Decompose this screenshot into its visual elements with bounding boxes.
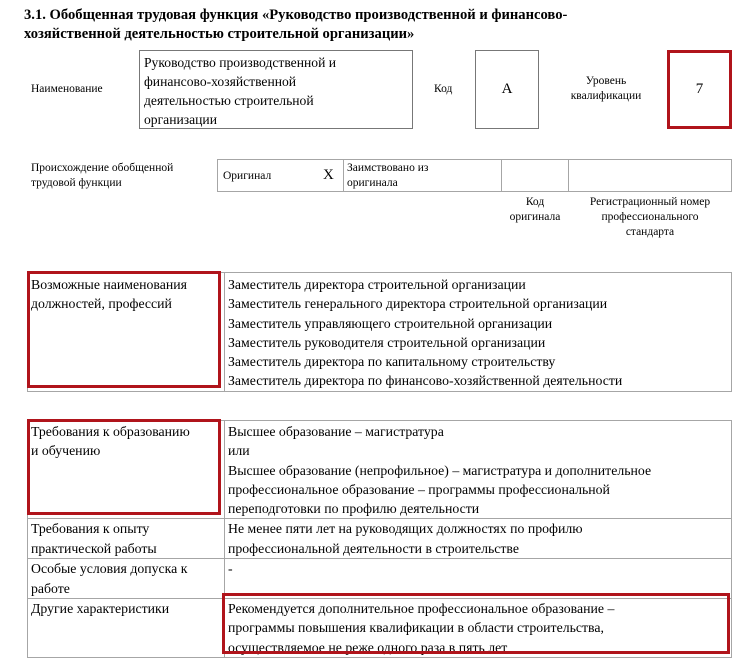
other-label-cell — [28, 599, 225, 658]
original-label: Оригинал — [223, 170, 272, 182]
origin-label-line: Происхождение обобщенной — [31, 162, 174, 174]
special-conditions-label-cell — [28, 559, 225, 599]
education-value-line: или — [228, 443, 250, 459]
positions-label-line: должностей, профессий — [31, 296, 172, 312]
reg-caption — [570, 195, 730, 240]
education-value-cell — [225, 421, 732, 519]
origin-label — [31, 161, 211, 191]
section-title-line1: 3.1. Обобщенная трудовая функция «Руководство производственной и финансово- — [24, 7, 568, 23]
reg-caption-line: стандарта — [625, 226, 675, 238]
code-value-box — [475, 50, 539, 129]
requirements-row — [28, 519, 732, 559]
code-caption-line: оригинала — [509, 211, 561, 223]
function-name-box — [139, 50, 413, 129]
education-value-line: Высшее образование – магистратура — [228, 424, 444, 439]
position-item: Заместитель директора по капитальному строительству — [228, 354, 556, 370]
education-label-line: и обучению — [31, 443, 101, 459]
positions-highlight-frame — [27, 271, 221, 388]
position-item: Заместитель управляющего строительной организации — [228, 315, 553, 331]
name-label: Наименование — [31, 83, 103, 95]
education-highlight-frame — [27, 419, 221, 515]
reg-caption-line: Регистрационный номер — [589, 196, 711, 208]
function-name-line: деятельностью строительной — [144, 93, 314, 108]
experience-value-line: профессиональной деятельности в строительстве — [228, 540, 519, 556]
function-name-line: финансово-хозяйственной — [144, 74, 297, 89]
level-highlight-frame — [667, 50, 732, 129]
function-name-line: организации — [144, 112, 217, 127]
experience-value-cell — [225, 519, 732, 559]
position-item: Заместитель руководителя строительной организации — [228, 334, 546, 350]
original-code-cell — [501, 159, 569, 192]
original-mark: X — [323, 167, 334, 183]
section-title-line2: хозяйственной деятельностью строительной организации» — [24, 26, 415, 42]
code-value: А — [501, 81, 513, 97]
other-value-line: Рекомендуется дополнительное профессиональное образование – — [228, 601, 615, 617]
borrowed-label-line: Заимствовано из — [347, 162, 429, 174]
experience-value-line: Не менее пяти лет на руководящих должностях по профилю — [228, 521, 583, 537]
position-item: Заместитель генерального директора строительной организации — [228, 296, 608, 312]
positions-list-cell — [225, 273, 732, 392]
other-highlight-frame — [222, 593, 730, 654]
level-label-line: Уровень — [585, 75, 627, 87]
code-label: Код — [434, 83, 453, 95]
section-title — [24, 6, 739, 44]
education-value-line: переподготовки по профилю деятельности — [228, 501, 480, 517]
experience-label-cell — [28, 519, 225, 559]
reg-number-cell — [568, 159, 732, 192]
special-conditions-label-line: работе — [31, 580, 70, 596]
borrowed-cell — [343, 159, 502, 192]
reg-caption-line: профессионального — [601, 211, 699, 223]
position-item: Заместитель директора по финансово-хозяйственной деятельности — [228, 373, 623, 389]
other-value-line: программы повышения квалификации в области строительства, — [228, 620, 604, 636]
experience-label-line: практической работы — [31, 540, 157, 556]
level-value: 7 — [695, 81, 704, 97]
code-caption-line: Код — [525, 196, 545, 208]
level-label-line: квалификации — [570, 90, 642, 102]
special-conditions-label-line: Особые условия допуска к — [31, 561, 188, 577]
other-label-line: Другие характеристики — [31, 601, 170, 617]
experience-label-line: Требования к опыту — [31, 521, 150, 537]
code-caption — [501, 195, 569, 225]
original-cell — [217, 159, 344, 192]
origin-label-line: трудовой функции — [31, 177, 122, 189]
function-name-line: Руководство производственной и — [144, 55, 337, 70]
positions-label-line: Возможные наименования — [31, 277, 187, 292]
education-label-line: Требования к образованию — [31, 424, 190, 439]
position-item: Заместитель директора строительной организации — [228, 277, 526, 292]
special-conditions-value-line: - — [228, 561, 233, 577]
borrowed-label-line: оригинала — [347, 177, 398, 189]
education-value-line: Высшее образование (непрофильное) – магистратура и дополнительное — [228, 462, 652, 478]
level-label — [556, 74, 656, 104]
other-value-line: осуществляемое не реже одного раза в пять лет — [228, 639, 508, 655]
education-value-line: профессиональное образование – программы профессиональной — [228, 481, 610, 497]
